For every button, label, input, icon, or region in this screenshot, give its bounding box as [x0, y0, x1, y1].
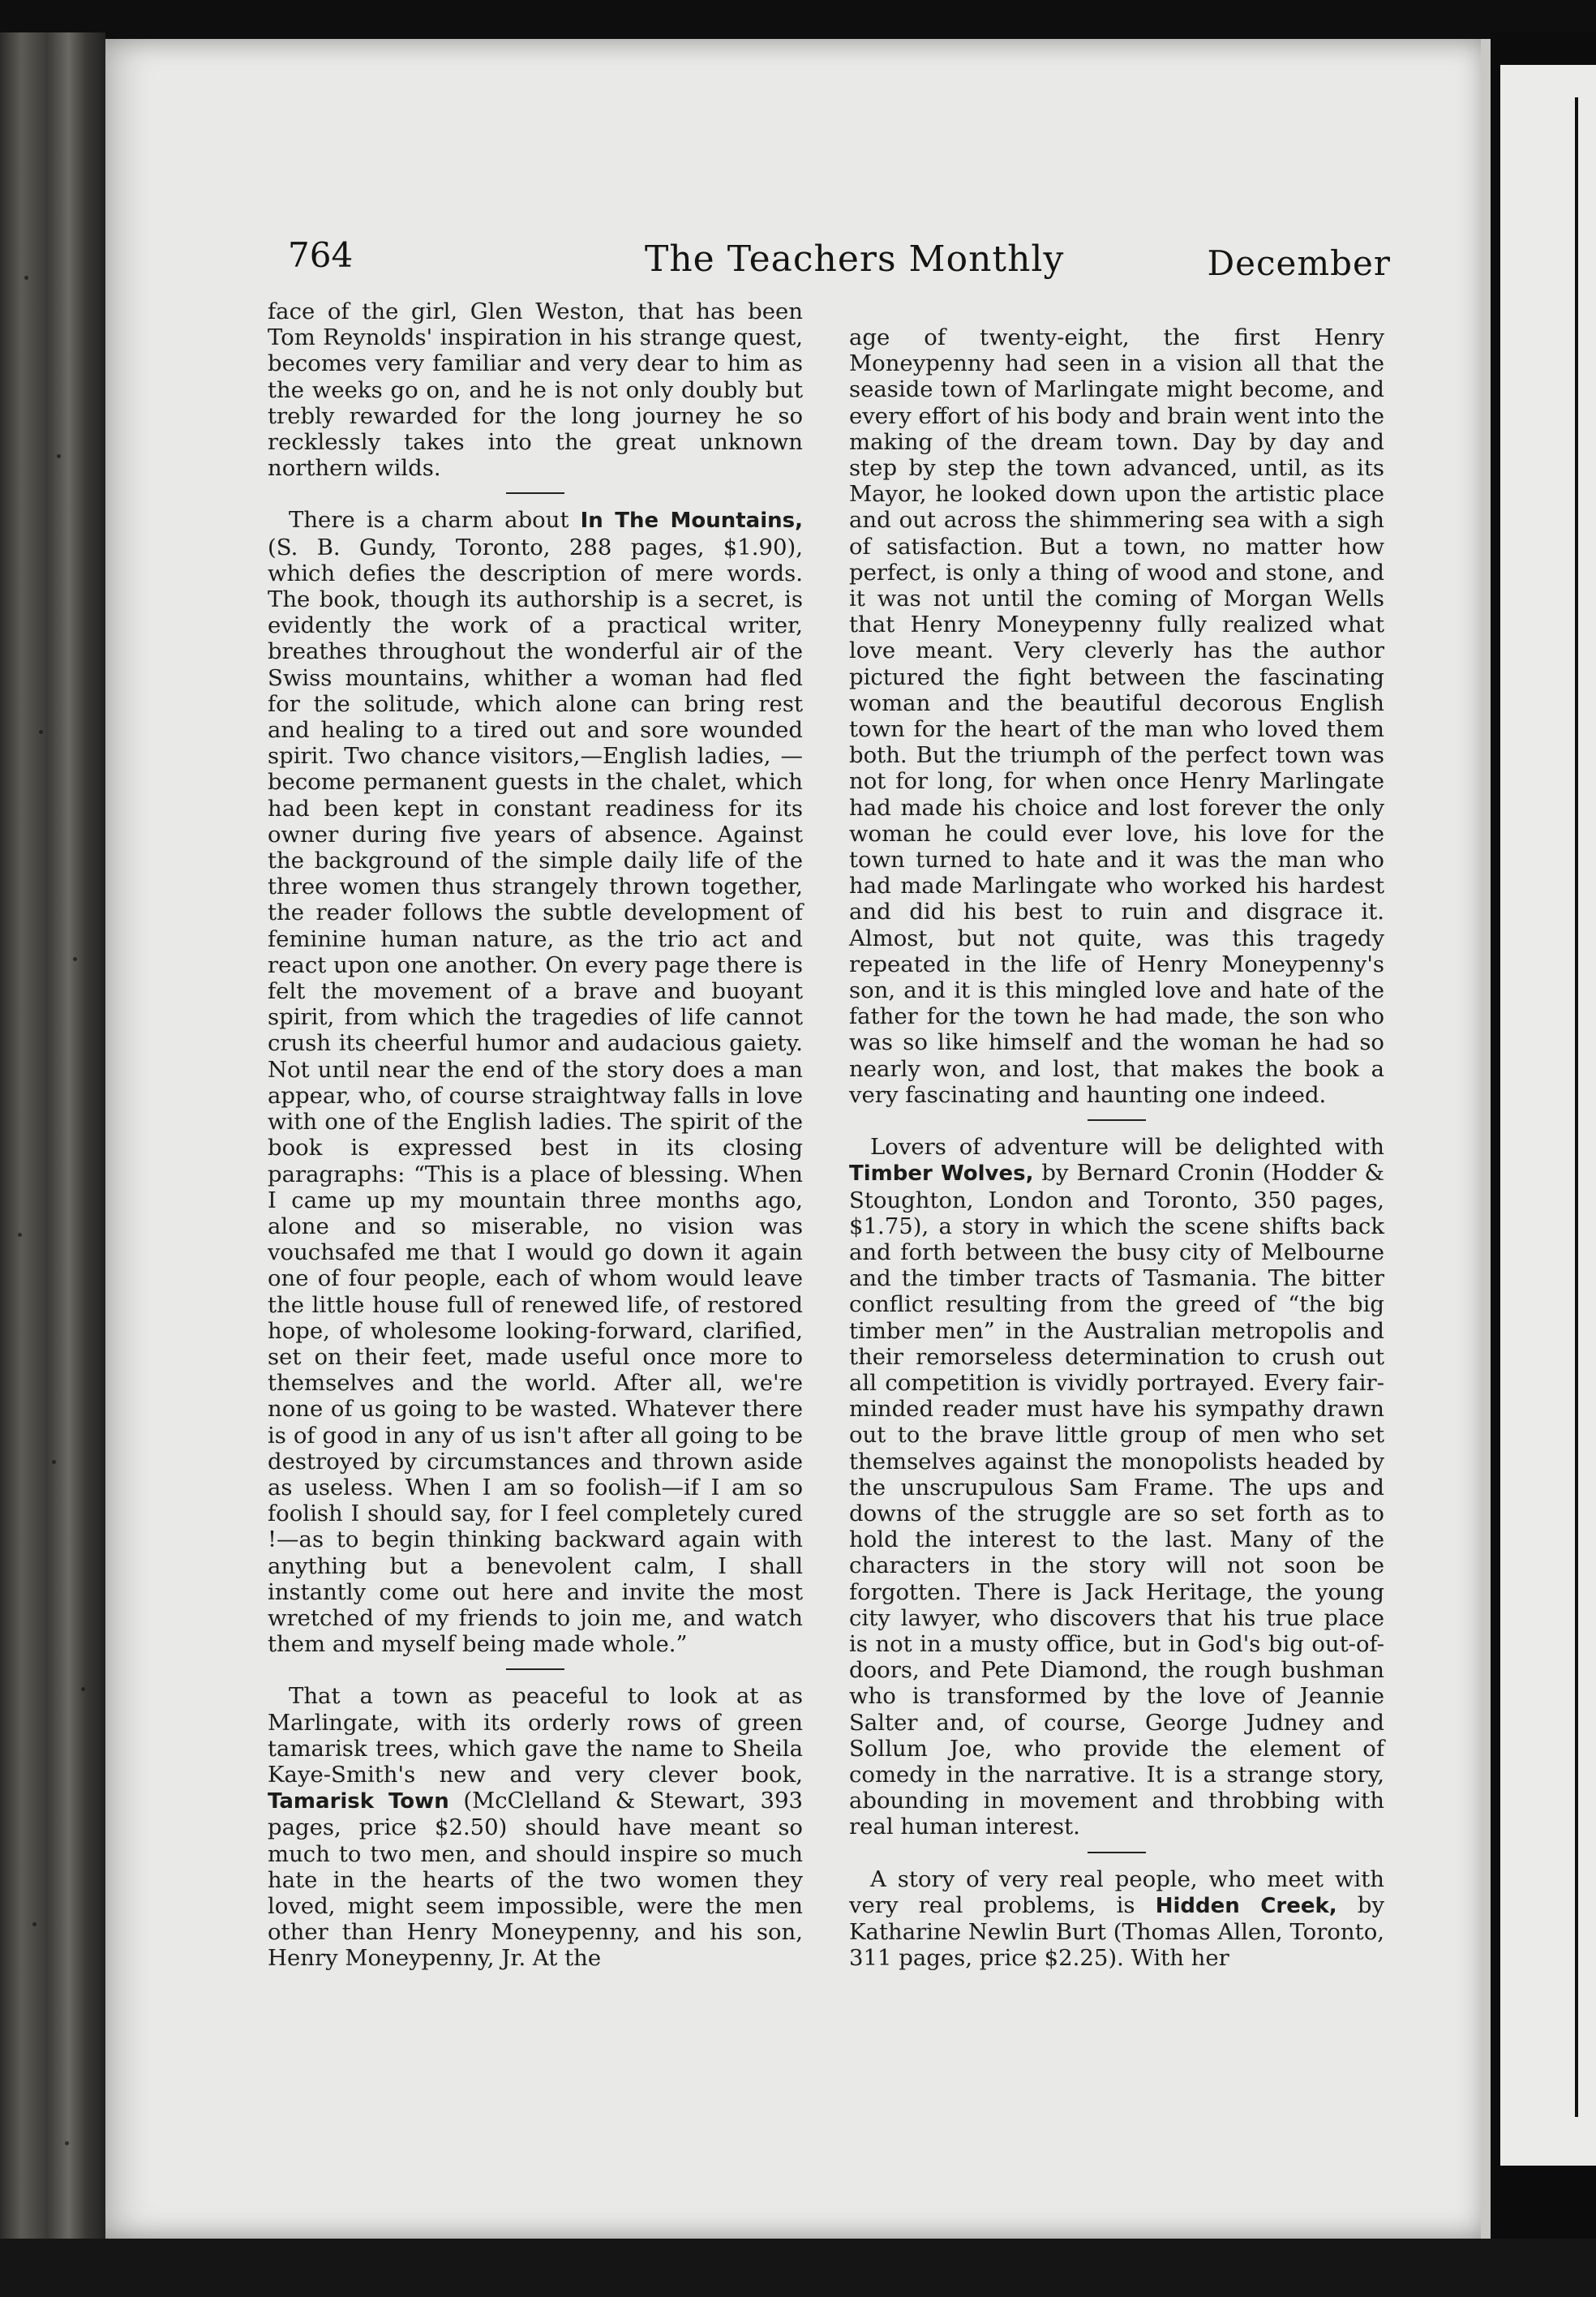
- book-title: Hidden Creek,: [1155, 1893, 1337, 1918]
- journal-title: The Teachers Monthly: [645, 238, 1065, 280]
- page-edge: [1481, 39, 1491, 2239]
- book-title: Timber Wolves,: [849, 1161, 1034, 1187]
- running-header: [288, 227, 1391, 292]
- scan-bottom-border: [0, 2239, 1596, 2297]
- review-continuation: face of the girl, Glen Weston, that has been Tom Reynolds' inspiration in his strange quest, becomes very familiar and very dear to him as the weeks go on, and he is not only doubly but trebly rewarded for the long journey he so recklessly takes into the great unknown northern wilds.: [268, 298, 803, 482]
- review-text: There is a charm about: [289, 507, 581, 534]
- review-separator-rule: [506, 492, 564, 494]
- review-separator-rule: [506, 1668, 564, 1670]
- review-hidden-creek: [849, 1866, 1384, 1972]
- book-binding-edge: [0, 32, 105, 2239]
- review-tamarisk-town: [268, 1683, 803, 1971]
- adjacent-page: [1491, 32, 1596, 2255]
- right-column: [849, 324, 1384, 1971]
- review-separator-rule: [1088, 1852, 1146, 1853]
- review-text: (S. B. Gundy, Toronto, 288 pages, $1.90), which defies the description of mere words. The book, though its authorship is a secret, is evidently the work of a practical writer, breathes throughout the wonderful air of the Swiss mountains, whither a woman had fled for the solitude, which alone can bring rest and healing to a tired out and sore wounded spirit. Two chance visitors,—English ladies, —become permanent guests in the chalet, which had been kept in constant readiness for its owner during five years of absence. Against the background of the simple daily life of the three women thus strangely thrown together, the reader follows the subtle development of feminine human nature, as the trio act and react upon one another. On every page there is felt the movement of a brave and buoyant spirit, from which the tragedies of life cannot crush its cheerful humor and audacious gaiety. Not until near the end of the story does a man appear, who, of course straightway falls in love with one of the English ladies. The spirit of the book is expressed best in its closing paragraphs: “This is a place of blessing. When I came up my mountain three months ago, alone and so miserable, no vision was vouchsafed me that I would go down it again one of four people, each of whom would leave the little house full of renewed life, of restored hope, of wholesome looking-forward, clarified, set on their feet, made useful once more to themselves and the world. After all, we're none of us going to be wasted. Whatever there is of good in any of us isn't after all going to be destroyed by circumstances and thrown aside as useless. When I am so foolish—if I am so foolish I should say, for I feel completely cured !—as to begin thinking backward again with anything but a benevolent calm, I shall instantly come out here and invite the most wretched of my friends to join me, and watch them and myself being made whole.”: [268, 534, 803, 1658]
- page-number: 764: [288, 235, 354, 275]
- review-separator-rule: [1088, 1119, 1146, 1121]
- review-text: A story of very real people, who meet with very real problems, is: [849, 1866, 1384, 1918]
- review-text: (McClelland & Stewart, 393 pages, price $2.50) should have meant so much to two men, and should inspire so much hate in the hearts of the two women they loved, might seem impossible, were the men other than Henry Moneypenny, and his son, Henry Moneypenny, Jr. At the: [268, 1788, 803, 1972]
- review-tamarisk-town-continued: age of twenty-eight, the first Henry Moneypenny had seen in a vision all that the seaside town of Marlingate might become, and every effort of his body and brain went into the making of the dream town. Day by day and step by step the town advanced, until, as its Mayor, he looked down upon the artistic place and out across the shimmering sea with a sigh of satisfaction. But a town, no matter how perfect, is only a thing of wood and stone, and it was not until the coming of Morgan Wells that Henry Moneypenny fully realized what love meant. Very cleverly has the author pictured the fight between the fascinating woman and the beautiful decorous English town for the heart of the man who loved them both. But the triumph of the perfect town was not for long, for when once Henry Marlingate had made his choice and lost forever the only woman he could ever love, his love for the town turned to hate and it was the man who had made Marlingate who worked his hardest and did his best to ruin and disgrace it. Almost, but not quite, was this tragedy repeated in the life of Henry Moneypenny's son, and it is this mingled love and hate of the father for the town he had made, the son who was so like himself and the woman he had so nearly won, and lost, that makes the book a very fascinating and haunting one indeed.: [849, 324, 1384, 1108]
- scan-top-border: [0, 0, 1596, 39]
- book-title: Tamarisk Town: [268, 1789, 449, 1814]
- book-title: In The Mountains,: [580, 509, 803, 534]
- adjacent-page-border-rule: [1575, 97, 1578, 2117]
- left-column: [268, 298, 803, 1972]
- review-in-the-mountains: [268, 507, 803, 1657]
- review-text: That a town as peaceful to look at as Marlingate, with its orderly rows of green tamarisk trees, which gave the name to Sheila Kaye-Smith's new and very clever book,: [268, 1683, 803, 1788]
- review-timber-wolves: [849, 1134, 1384, 1840]
- review-text: Lovers of adventure will be delighted with: [870, 1134, 1384, 1161]
- adjacent-page-paper: [1500, 65, 1596, 2166]
- issue-month: December: [1207, 243, 1391, 283]
- review-text: by Bernard Cronin (Hodder & Stoughton, London and Toronto, 350 pages, $1.75), a story in which the scene shifts back and forth between the busy city of Melbourne and the timber tracts of Tasmania. The bitter conflict resulting from the greed of “the big timber men” in the Australian metropolis and their remorseless determination to crush out all competition is vividly portrayed. Every fair-minded reader must have his sympathy drawn out to the brave little group of men who set themselves against the monopolists headed by the unscrupulous Sam Frame. The ups and downs of the struggle are so set forth as to hold the interest to the last. Many of the characters in the story will not soon be forgotten. There is Jack Heritage, the young city lawyer, who discovers that his true place is not in a musty office, but in God's big out-of-doors, and Pete Diamond, the rough bushman who is transformed by the love of Jeannie Salter and, of course, George Judney and Sollum Joe, who provide the element of comedy in the narrative. It is a strange story, abounding in movement and throbbing with real human interest.: [849, 1160, 1384, 1840]
- review-text: by Katharine Newlin Burt (Thomas Allen, Toronto, 311 pages, price $2.25). With her: [849, 1891, 1385, 1972]
